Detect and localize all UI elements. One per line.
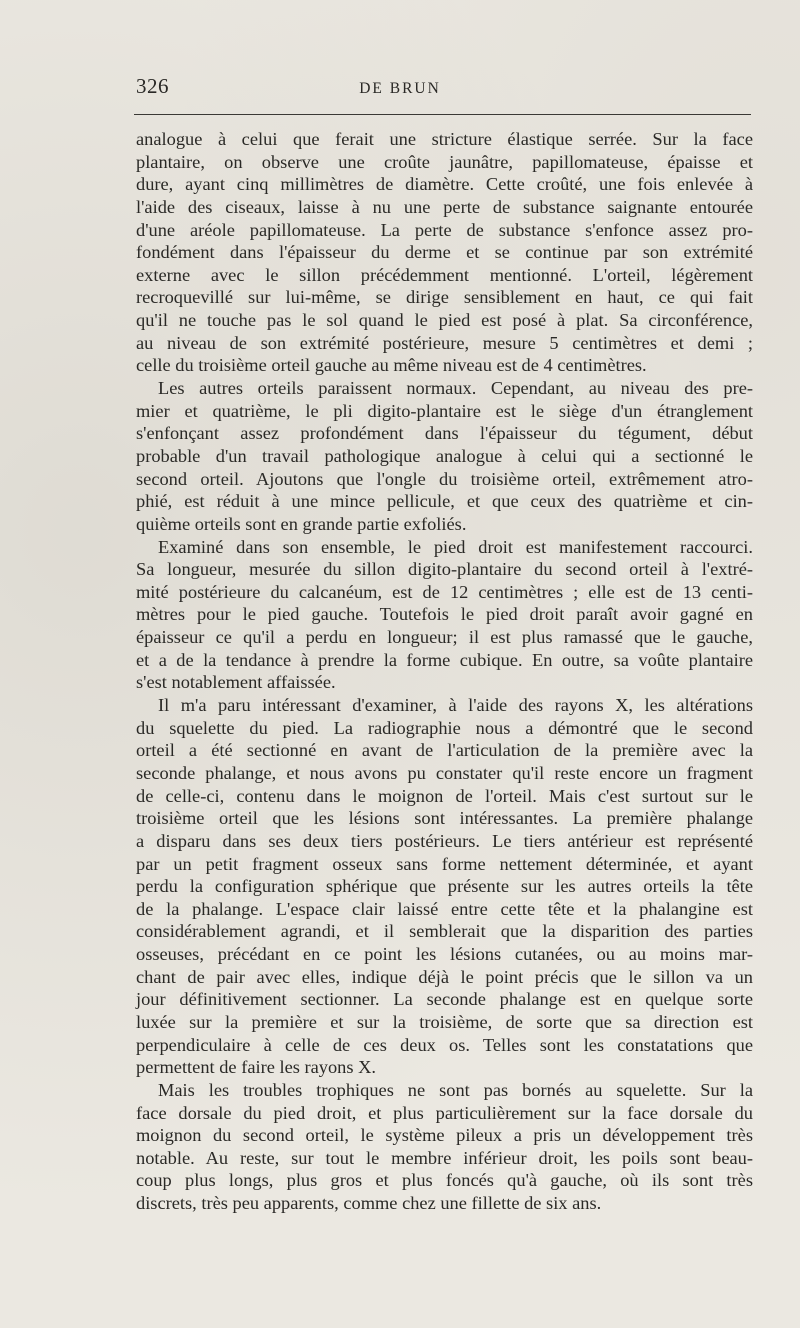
text-line: celle du troisième orteil gauche au même niveau est de 4 centimètres. xyxy=(136,355,647,376)
text-line: analogue à celui que ferait une stricture élastique serrée. Sur la face xyxy=(136,129,753,149)
text-line: a disparu dans ses deux tiers postérieurs. Le tiers antérieur est représenté xyxy=(136,830,753,851)
text-line: quième orteils sont en grande partie exfoliés. xyxy=(136,513,467,534)
text-line: osseuses, précédant en ce point les lésions cutanées, ou au moins mar- xyxy=(136,944,753,965)
text-line: mier et quatrième, le pli digito-plantaire est le siège d'un étranglement xyxy=(136,400,753,421)
text-line: orteil a été sectionné en avant de l'articulation de la première avec la xyxy=(136,740,753,761)
text-line: notable. Au reste, sur tout le membre inférieur droit, les poils sont beau- xyxy=(136,1147,753,1168)
text-line: troisième orteil que les lésions sont intéressantes. La première phalange xyxy=(136,808,753,829)
text-line: Examiné dans son ensemble, le pied droit est manifestement raccourci. xyxy=(158,536,753,557)
text-line: du squelette du pied. La radiographie nous a démontré que le second xyxy=(136,717,753,738)
text-line: Il m'a paru intéressant d'examiner, à l'aide des rayons X, les altérations xyxy=(158,695,753,716)
text-line: considérablement agrandi, et il semblerait que la disparition des parties xyxy=(136,921,753,942)
text-line: épaisseur ce qu'il a perdu en longueur; il est plus ramassé que le gauche, xyxy=(136,627,753,648)
text-line: s'est notablement affaissée. xyxy=(136,672,336,693)
text-line: dure, ayant cinq millimètres de diamètre. Cette croûté, une fois enlevée à xyxy=(136,174,753,195)
text-line: qu'il ne touche pas le sol quand le pied est posé à plat. Sa circonférence, xyxy=(136,310,753,331)
text-line: second orteil. Ajoutons que l'ongle du troisième orteil, extrêmement atro- xyxy=(136,468,753,489)
text-line: Mais les troubles trophiques ne sont pas bornés au squelette. Sur la xyxy=(158,1079,753,1100)
text-line: de la phalange. L'espace clair laissé entre cette tête et la phalangine est xyxy=(136,898,753,919)
text-line: plantaire, on observe une croûte jaunâtre, papillomateuse, épaisse et xyxy=(136,151,753,172)
text-line: coup plus longs, plus gros et plus foncés qu'à gauche, où ils sont très xyxy=(136,1170,753,1191)
text-line: moignon du second orteil, le système pileux a pris un développement très xyxy=(136,1125,753,1146)
text-line: discrets, très peu apparents, comme chez une fillette de six ans. xyxy=(136,1193,602,1214)
body-text xyxy=(136,128,753,1215)
text-line: phié, est réduit à une mince pellicule, et que ceux des quatrième et cin- xyxy=(136,491,753,512)
text-line: mité postérieure du calcanéum, est de 12 centimètres ; elle est de 13 centi- xyxy=(136,581,753,602)
text-line: d'une aréole papillomateuse. La perte de substance s'enfonce assez pro- xyxy=(136,219,753,240)
text-line: au niveau de son extrémité postérieure, mesure 5 centimètres et demi ; xyxy=(136,332,753,353)
text-line: luxée sur la première et sur la troisième, de sorte que sa direction est xyxy=(136,1011,753,1032)
text-line: Sa longueur, mesurée du sillon digito-plantaire du second orteil à l'extré- xyxy=(136,559,753,580)
text-line: par un petit fragment osseux sans forme nettement déterminée, et ayant xyxy=(136,853,753,874)
text-line: perpendiculaire à celle de ces deux os. Telles sont les constatations que xyxy=(136,1034,753,1055)
text-line: fondément dans l'épaisseur du derme et se continue par son extrémité xyxy=(136,242,753,263)
text-line: permettent de faire les rayons X. xyxy=(136,1057,377,1078)
text-line: Les autres orteils paraissent normaux. Cependant, au niveau des pre- xyxy=(158,378,753,399)
page-number: 326 xyxy=(136,74,169,98)
text-line: et a de la tendance à prendre la forme cubique. En outre, sa voûte plantaire xyxy=(136,649,753,670)
text-line: l'aide des ciseaux, laisse à nu une perte de substance saignante entourée xyxy=(136,196,753,217)
header-rule xyxy=(134,114,751,115)
text-line: de celle-ci, contenu dans le moignon de l'orteil. Mais c'est surtout sur le xyxy=(136,785,753,806)
text-line: seconde phalange, et nous avons pu constater qu'il reste encore un fragment xyxy=(136,762,753,783)
text-line: externe avec le sillon précédemment mentionné. L'orteil, légèrement xyxy=(136,264,753,285)
text-line: mètres pour le pied gauche. Toutefois le pied droit paraît avoir gagné en xyxy=(136,604,753,625)
running-head: DE BRUN xyxy=(359,80,441,97)
text-line: s'enfonçant assez profondément dans l'épaisseur du tégument, début xyxy=(136,423,753,444)
text-line: face dorsale du pied droit, et plus particulièrement sur la face dorsale du xyxy=(136,1102,753,1123)
text-line: perdu la configuration sphérique que présente sur les autres orteils la tête xyxy=(136,876,753,897)
text-line: recroquevillé sur lui-même, se dirige sensiblement en haut, ce qui fait xyxy=(136,287,753,308)
text-line: chant de pair avec elles, indique déjà le point précis que le sillon va un xyxy=(136,966,753,987)
text-line: probable d'un travail pathologique analogue à celui qui a sectionné le xyxy=(136,445,753,466)
text-line: jour définitivement sectionner. La seconde phalange est en quelque sorte xyxy=(136,989,753,1010)
